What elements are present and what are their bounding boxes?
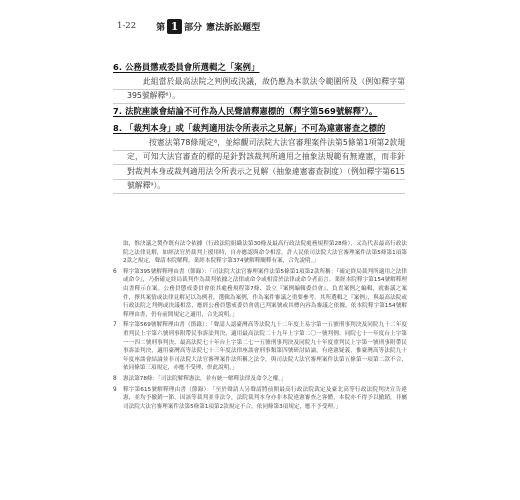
footnotes (113, 240, 407, 413)
item-paragraph: 此組當於最高法院之判例或決議，故仍應為本款法令範圍所及（例如釋字第395號解釋⁶）。 (113, 75, 405, 104)
footnote-number: 9 (113, 386, 117, 393)
footnote-number: 8 (113, 375, 117, 382)
item-heading: 6. 公務員懲戒委員會所選輯之「案例」 (113, 62, 260, 72)
footnote-7 (113, 321, 407, 373)
footnote-text: 釋字第569號解釋理由書（節錄）：「聲請人認臺灣高等法院九十二年度上易字第一五號刑事判決及同院九十二年度重判民上字第六號刑事附帶民事訴訟判決，適用最高法院二十九年上字第二〇一號判例、同院七十一年度台上字第一一四二號刑事判決、最高法院七十年台上字第二七一五號刑事判決及同院九十年度重判民上字第一號刑事附帶民事訴訟判決，適用臺灣高等法院七十三年度法律座談會刑事類第四號研討結論，有違憲疑義，惟臺灣高等法院九十年度座談會結論並非司法院大法官審理案件法所稱之法令，與司法院大法官審理案件法第五條第一項第二款不合，依同條第三項規定，亦應不受理，併此說明。」 (123, 322, 407, 372)
item-heading: 8. 「裁判本身」或「裁判適用法令所表示之見解」不可為違憲審查之標的 (113, 123, 386, 133)
item-heading: 7. 法院座談會結論不可作為人民聲請釋憲標的（釋字第569號解釋⁷）。 (113, 106, 378, 116)
part-number-badge: 1 (167, 19, 182, 34)
part-suffix: 部分 (184, 22, 203, 33)
page-header (117, 18, 260, 34)
section-item-8 (113, 121, 405, 194)
footnote-continued (113, 240, 407, 266)
footnote-text: 釋字第615號解釋理由書（節錄）：「至於聲請人另聲請將前開最高行政法院裁定及臺北高等行政法院判決宣告違憲，並均予撤銷一節，因該等裁判並非法令，法院裁判本身亦非本院違憲審查之客體，本院亦不得予以撤銷，非屬司法院大法官審理案件法第5條第1項第2款規定不合，依同條第3項規定，應不予受理。」 (123, 386, 407, 410)
book-title: 憲法訴訟題型 (206, 22, 261, 33)
item-paragraph: 按憲法第78條規定⁸，並綜觀司法院大法官審理案件法第5條第1項第2款規定，可知大法官審查的標的是針對該裁判所適用之抽象法規範有無違憲，而非針對裁判本身或裁判適用法令所表示之見解（抽象違憲審查制度）（例如釋字第615號解釋⁹）。 (113, 136, 405, 194)
footnote-text: 取，惟決議之製作既有法令依據（行政法院組織法第30條及最高行政法院處務規程第28條），又為代表最高行政法院之法律見解，如經法官於裁判上援用時，自亦應認與命令相當，許人民依司法院大法官審理案件法第5條第1項第2款之規定，聲請本院解釋，業經本院釋字第374號解釋闡釋有案，合先說明。」 (123, 241, 407, 265)
page-number: 1-22 (117, 21, 137, 31)
section-item-7 (113, 104, 405, 119)
footnote-6 (113, 268, 407, 320)
footnote-9 (113, 386, 407, 412)
footnote-number (113, 240, 123, 266)
footnote-number: 7 (113, 322, 117, 329)
footnote-text: 釋字第395號解釋理由書（節錄）：「司法院大法官審理案件法第5條第1項第2款所稱：『確定終局裁判所適用之法律或命令』，乃指確定終局裁判作為裁判依據之法律或命令或相當於法律或命令者而言。業經本院釋字第154號解釋理由書釋示在案。公務員懲戒委員會依其處務規程第7條、設立『案例編輯委員會』，負責案例之編輯，就審議之案件，擇其案情或法律見解足以為例者，選輯為案例，作為案件審議之重要參考。其所選輯之『案例』，與最高法院或行政法院之判例或決議相當，應經公務員懲戒委員會就已判案號或其標內容為審議之依據，依本院釋字第154號解釋理由書，仍有前開規定之適用，合先說明。」 (123, 268, 407, 318)
footnote-number: 6 (113, 268, 117, 275)
part-prefix: 第 (156, 22, 166, 33)
footnote-8 (113, 375, 407, 384)
footnote-text: 憲法第78條：「司法院解釋憲法，並有統一解釋法律及命令之權。」 (123, 375, 287, 382)
section-item-6 (113, 60, 405, 104)
